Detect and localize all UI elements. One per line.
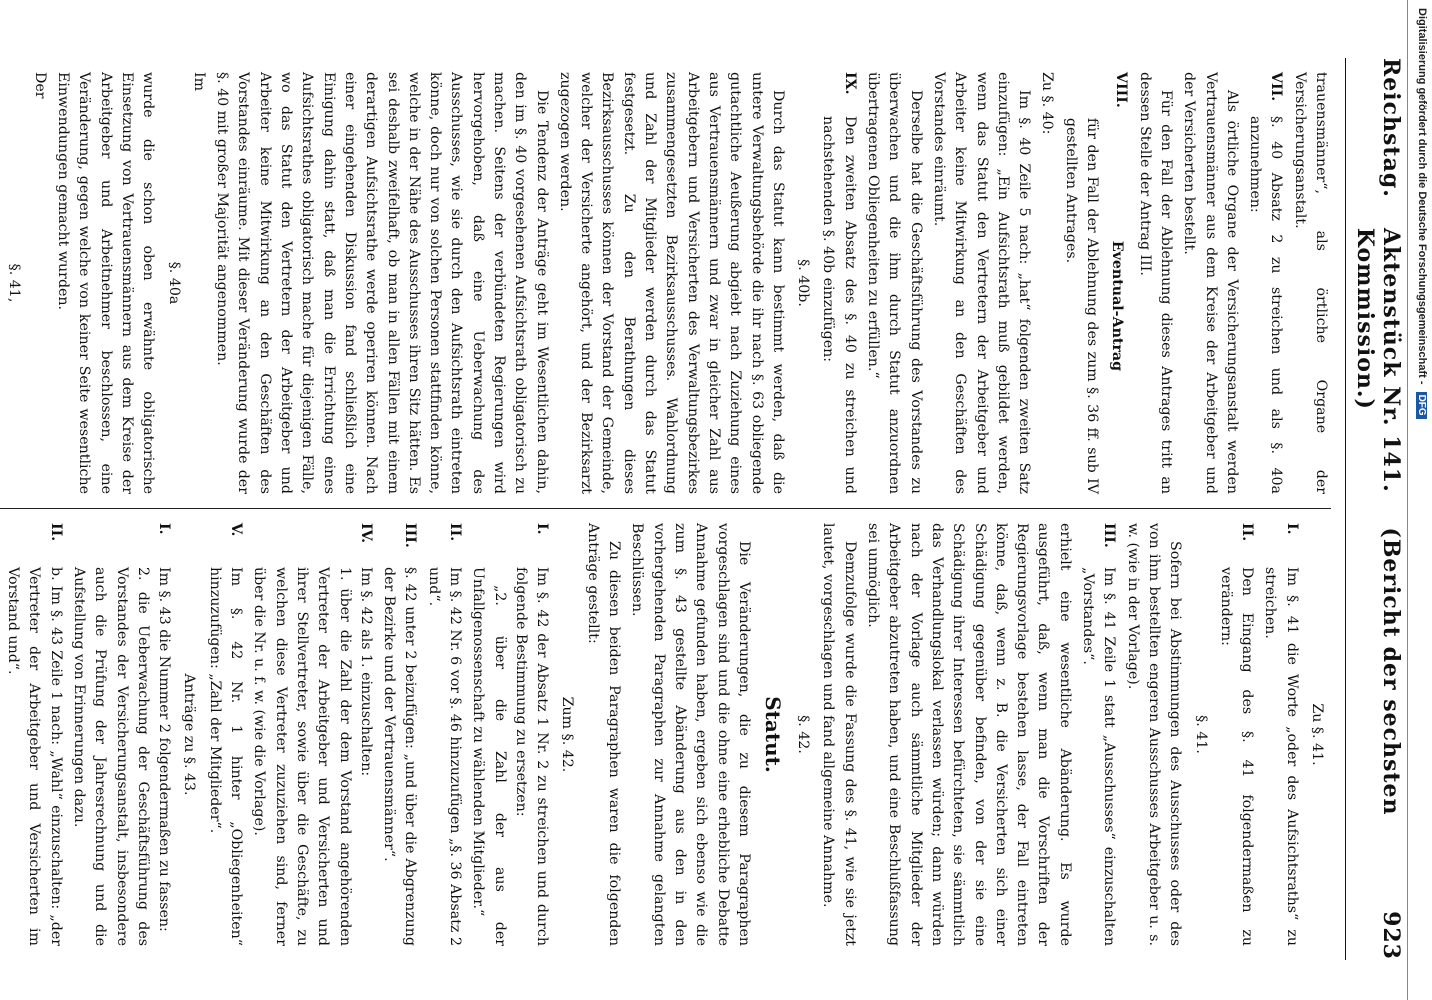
- section-heading: Eventual-Antrag: [1109, 240, 1126, 372]
- dfg-credit: Digitalisierung gefördert durch die Deutsche Forschungsgemeinschaft - DFG: [1416, 0, 1428, 1000]
- motion-ii: II. Den Eingang des §. 41 folgendermaßen zu verändern:: [1217, 523, 1256, 946]
- section-label: §. 42.: [795, 715, 812, 754]
- paragraph: wurde die schon oben erwähnte obligatorische Einsetzung von Vertrauensmännern aus dem Kreise der Arbeitgeber und Arbeitnehmer beschlossen, eine Veränderung, gegen welche von keiner Seite wesentliche Einwendungen gemacht wurden.: [55, 72, 157, 494]
- text-columns: [0, 58, 1331, 960]
- motion-42-iv: IV. Im §. 42 als 1. einzuschalten: 1. über die Zahl der dem Vorstand angehörenden Vertreter der Arbeitgeber und Versicherten und ihrer Stellvertreter, sowie über die Geschäfte, zu welchen diese Vertreter zuzuziehen sind, ferner über die Nr. u. f. w. (wie die Vorlage).: [251, 523, 374, 946]
- paragraph: Durch das Statut kann bestimmt werden, daß die untere Verwaltungsbehörde die ihr nach §. 63 obliegende gutachtliche Aeußerung abgiebt nach Zuziehung eines aus Vertrauensmännern und zwar in gleicher Zahl aus Arbeitgebern und Versicherten des Verwaltungsbezirkes zusammengesetzten Bezirksausschusses. Wahlordnung und Zahl der Mitglieder werden durch das Statut festgesetzt. Zu den Berathungen dieses Bezirksausschusses können der Vorstand der Gemeinde, welcher der Versicherte angehört, und der Bezirksarzt zugezogen werden.: [556, 72, 786, 494]
- dfg-logo: DFG: [1416, 392, 1427, 419]
- header-left: Reichstag.: [1378, 58, 1404, 198]
- motion-i: I. Im §. 41 die Worte „oder des Aufsichtsraths“ zu streichen.: [1262, 523, 1300, 946]
- paragraph: Zu diesen beiden Paragraphen waren die folgenden Anträge gestellt:: [584, 523, 623, 946]
- motion-iii: III. Im §. 41 Zeile 1 statt „Ausschusses“ einzuschalten „Vorstandes“.: [1080, 523, 1118, 946]
- header-center: Aktenstück Nr. 141. (Bericht der sechsten Kommission.): [1352, 227, 1404, 816]
- scanned-page: [5, 0, 1432, 1000]
- motion-43-ii: II. b. Im §. 43 Zeile 1 nach: „Wahl“ einzuschalten: „der Vertreter der Arbeitgeber und Versicherten im Vorstand und“.: [5, 523, 64, 946]
- motion-vii: VII. §. 40 Absatz 2 zu streichen und als §. 40a anzunehmen:: [1247, 72, 1285, 494]
- paragraph: Derselbe hat die Geschäftsführung des Vorstandes zu überwachen und die ihm durch Statut anzuordnen übertragenen Obliegenheiten zu erfüllen.“: [865, 72, 924, 494]
- motion-ix: IX. Den zweiten Absatz des §. 40 zu streichen und nachstehenden §. 40b einzufügen:: [820, 72, 858, 494]
- motion-42-v: V. Im §. 42 Nr. 1 hinter „Obliegenheiten“ hinzuzufügen: „Zahl der Mitglieder“.: [206, 523, 245, 946]
- motion-43-i: I. Im §. 43 die Nummer 2 folgendermaßen zu fassen: 2. die Ueberwachung der Geschäftsführung des Vorstandes der Versicherungsanstalt, insbesondere auch die Prüfung der Jahresrechnung und die Aufstellung von Erinnerungen dazu.: [70, 523, 173, 946]
- header-subtitle: (Bericht der sechsten Kommission.): [1352, 227, 1404, 816]
- quote: Für den Fall der Ablehnung dieses Antrages tritt an dessen Stelle der Antrag III.: [1136, 72, 1174, 494]
- section-label: §. 41.: [1192, 715, 1209, 754]
- paragraph: Im §. 40 Zeile 5 nach: „hat“ folgenden zweiten Satz einzufügen: „Ein Aufsichtsrath muß gebildet werden, wenn das Statut den Vertretern der Arbeitgeber und Arbeiter keine Mitwirkung an den Geschäften des Vorstandes einräumt.: [930, 72, 1033, 494]
- paragraph: Die Tendenz der Anträge geht im Wesentlichen dahin, den im §. 40 vorgesehenen Aufsichtsrath obligatorisch zu machen. Seitens der verbündeten Regierungen wird hervorgehoben, daß eine Ueberwachung des Ausschusses, wie sie durch den Aufsichtsrath eintreten könne, doch nur von solchen Personen stattfinden könne, welche in der Nähe des Ausschusses ihren Sitz hätten. Es sei deshalb zweifelhaft, ob man in allen Fällen mit einem derartigen Aufsichtsrathe werde operiren können. Nach einer eingehenden Diskussion fand schließlich eine Einigung dahin statt, daß man die Errichtung eines Aufsichtsrathes obligatorisch mache für diejenigen Fälle, wo das Statut den Vertretern der Arbeitgeber und Arbeiter keine Mitwirkung an den Geschäften des Vorstandes einräume. Mit dieser Veränderung wurde der §. 40 mit großer Majorität angenommen.: [214, 72, 550, 494]
- subheading: Anträge zu §. 43.: [181, 673, 198, 796]
- subheading: Zu §. 41.: [1309, 703, 1325, 766]
- digitization-sidebar: [1407, 0, 1432, 1000]
- word-im: Im: [190, 72, 207, 92]
- motion-viii: VIII. Eventual-Antrag für den Fall der Ablehnung des zum §. 36 ff. sub IV gestellten Antrages.: [1062, 72, 1130, 494]
- page-number: 923: [1378, 911, 1404, 960]
- section-label: §. 41,: [6, 263, 23, 303]
- paragraph: Demzufolge wurde die Fassung des §. 41, wie sie jetzt lautet, vorgeschlagen und fand allgemeine Annahme.: [820, 523, 858, 946]
- section-label: §. 40b.: [795, 259, 812, 307]
- page-header: [1345, 58, 1404, 960]
- subheading: Zu §. 40:: [1039, 72, 1056, 135]
- quote: Sofern bei Abstimmungen des Ausschusses oder des von ihm bestellten engeren Ausschusses Arbeitgeber u. s. w. (wie in der Vorlage).: [1124, 523, 1184, 946]
- motion-42-ii: II. Im §. 42 Nr. 6 vor §. 46 hinzuzufügen „§. 36 Absatz 2 und“.: [425, 523, 464, 946]
- quote: Als örtliche Organe der Versicherungsanstalt werden Vertrauensmänner aus dem Kreise der Arbeitgeber und der Versicherten bestellt.: [1181, 72, 1240, 494]
- motion-42-iii: III. §. 42 unter 2 beizufügen: „und über die Abgrenzung der Bezirke und der Vertrauensmänner“.: [381, 523, 419, 946]
- right-column: [0, 509, 1331, 960]
- left-column: [0, 58, 1331, 509]
- paragraph: Die Veränderungen, die zu diesem Paragraphen vorgeschlagen sind und die ohne eine erhebliche Debatte Annahme gefunden haben, ergeben sich ebenso wie die zum §. 43 gestellte Abänderung aus den in den vorhergehenden Paragraphen zur Annahme gelangten Beschlüssen.: [629, 523, 752, 946]
- motion-42-i: I. Im §. 42 der Absatz 1 Nr. 2 zu streichen und durch folgende Bestimmung zu ersetzen: „2. über die Zahl der aus der Unfallgenossenschaft zu wählenden Mitglieder.“: [470, 523, 551, 946]
- paragraph: trauensmänner“, als örtliche Organe der Versicherungsanstalt.: [1291, 72, 1329, 494]
- section-label: §. 40a: [165, 261, 182, 305]
- paragraph: erhielt eine wesentliche Abänderung. Es wurde ausgeführt, daß, wenn man die Vorschriften der Regierungsvorlage bestehen lasse, der Fall eintreten könne, daß, wenn z. B. die Versicherten sich einer Schädigung gegenüber befinden, von der sie eine Schädigung ihrer Interessen befürchteten, sie sämmtlich das Verhandlungslokal verlassen würden; dann würden nach der Vorlage auch sämmtliche Mitglieder der Arbeitgeber abzutreten haben, und eine Beschlußfassung sei unmöglich.: [865, 523, 1073, 946]
- subheading: Zum §. 42.: [559, 696, 576, 773]
- section-title: Statut.: [760, 696, 785, 773]
- word-der: Der: [31, 72, 48, 99]
